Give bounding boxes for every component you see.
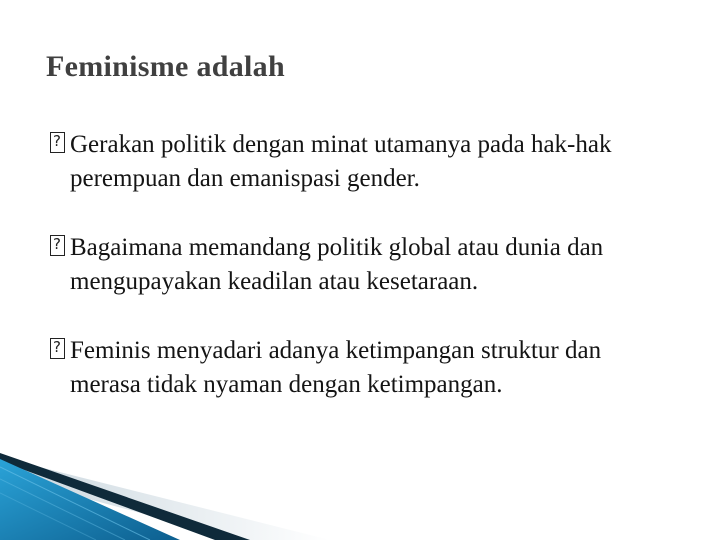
bullet-box-icon bbox=[50, 132, 65, 153]
bullet-item bbox=[56, 334, 676, 402]
bullet-text: Gerakan politik dengan minat utamanya pada hak-hak perempuan dan emanispasi gender. bbox=[70, 131, 612, 192]
bullet-item bbox=[56, 128, 676, 196]
bullet-list bbox=[56, 128, 676, 437]
bullet-item bbox=[56, 231, 676, 299]
bullet-box-icon bbox=[50, 235, 65, 256]
bullet-text: Feminis menyadari adanya ketimpangan struktur dan merasa tidak nyaman dengan ketimpangan. bbox=[70, 337, 602, 398]
corner-decoration bbox=[0, 445, 720, 540]
bullet-text: Bagaimana memandang politik global atau dunia dan mengupayakan keadilan atau kesetaraan. bbox=[70, 234, 604, 295]
slide-title: Feminisme adalah bbox=[46, 50, 285, 83]
bullet-box-icon bbox=[50, 338, 65, 359]
